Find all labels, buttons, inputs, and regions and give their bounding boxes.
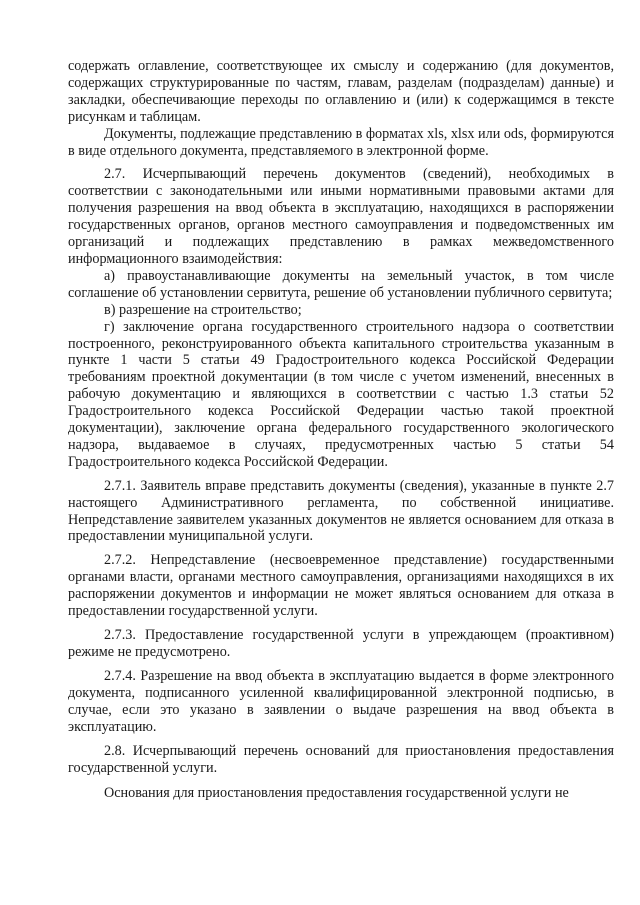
paragraph-suspension-grounds: Основания для приостановления предоставления государственной услуги не: [104, 785, 569, 802]
paragraph-section-2-7-4: 2.7.4. Разрешение на ввод объекта в эксплуатацию выдается в форме электронного документа, подписанного усиленной квалифицированной электронной подписью, в случае, если это указано в заявлении о выдаче разрешения на ввод объекта в эксплуатацию.: [68, 667, 614, 735]
paragraph-section-2-8: 2.8. Исчерпывающий перечень оснований для приостановления предоставления государственной услуги.: [68, 743, 614, 777]
paragraph-section-2-7-1: 2.7.1. Заявитель вправе представить документы (сведения), указанные в пункте 2.7 настоящего Административного регламента, по собственной инициативе. Непредставление заявителем указанных документов не является основанием для отказа в предоставлении муниципальной услуги.: [68, 477, 614, 545]
paragraph-spreadsheet-formats: Документы, подлежащие представлению в форматах xls, xlsx или ods, формируются в виде отдельного документа, представляемого в электронной форме.: [68, 125, 614, 159]
paragraph-toc-requirements: содержать оглавление, соответствующее их смыслу и содержанию (для документов, содержащих структурированные по частям, главам, разделам (подразделам) данные) и закладки, обеспечивающие переходы по оглавлению и (или) к содержащимся в тексте рисункам и таблицам.: [68, 58, 614, 125]
paragraph-section-2-7: 2.7. Исчерпывающий перечень документов (сведений), необходимых в соответствии с законодательными или иными нормативными правовыми актами для получения разрешения на ввод объекта в эксплуатацию, находящихся в распоряжении государственных органов, органов местного самоуправления и подведомственных им организаций и подлежащих представлению в рамках межведомственного информационного взаимодействия:: [68, 166, 614, 267]
list-item-g: г) заключение органа государственного строительного надзора о соответствии построенного, реконструированного объекта капитального строительства указанным в пункте 1 части 5 статьи 49 Градостроительного кодекса Российской Федерации требованиям проектной документации (в том числе с учетом изменений, внесенных в рабочую документацию и являющихся в соответствии с частью 1.3 статьи 52 Градостроительного кодекса Российской Федерации частью такой проектной документации), заключение органа федерального государственного экологического надзора, выдаваемое в случаях, предусмотренных частью 5 статьи 54 Градостроительного кодекса Российской Федерации.: [68, 318, 614, 470]
paragraph-section-2-7-2: 2.7.2. Непредставление (несвоевременное представление) государственными органами власти, органами местного самоуправления, организациями находящихся в их распоряжении документов и информации не может являться основанием для отказа в предоставлении государственной услуги.: [68, 552, 614, 620]
list-item-v: в) разрешение на строительство;: [104, 301, 302, 318]
paragraph-section-2-7-3: 2.7.3. Предоставление государственной услуги в упреждающем (проактивном) режиме не предусмотрено.: [68, 627, 614, 660]
list-item-a: а) правоустанавливающие документы на земельный участок, в том числе соглашение об установлении сервитута, решение об установлении публичного сервитута;: [68, 267, 614, 301]
document-body: [68, 58, 614, 802]
